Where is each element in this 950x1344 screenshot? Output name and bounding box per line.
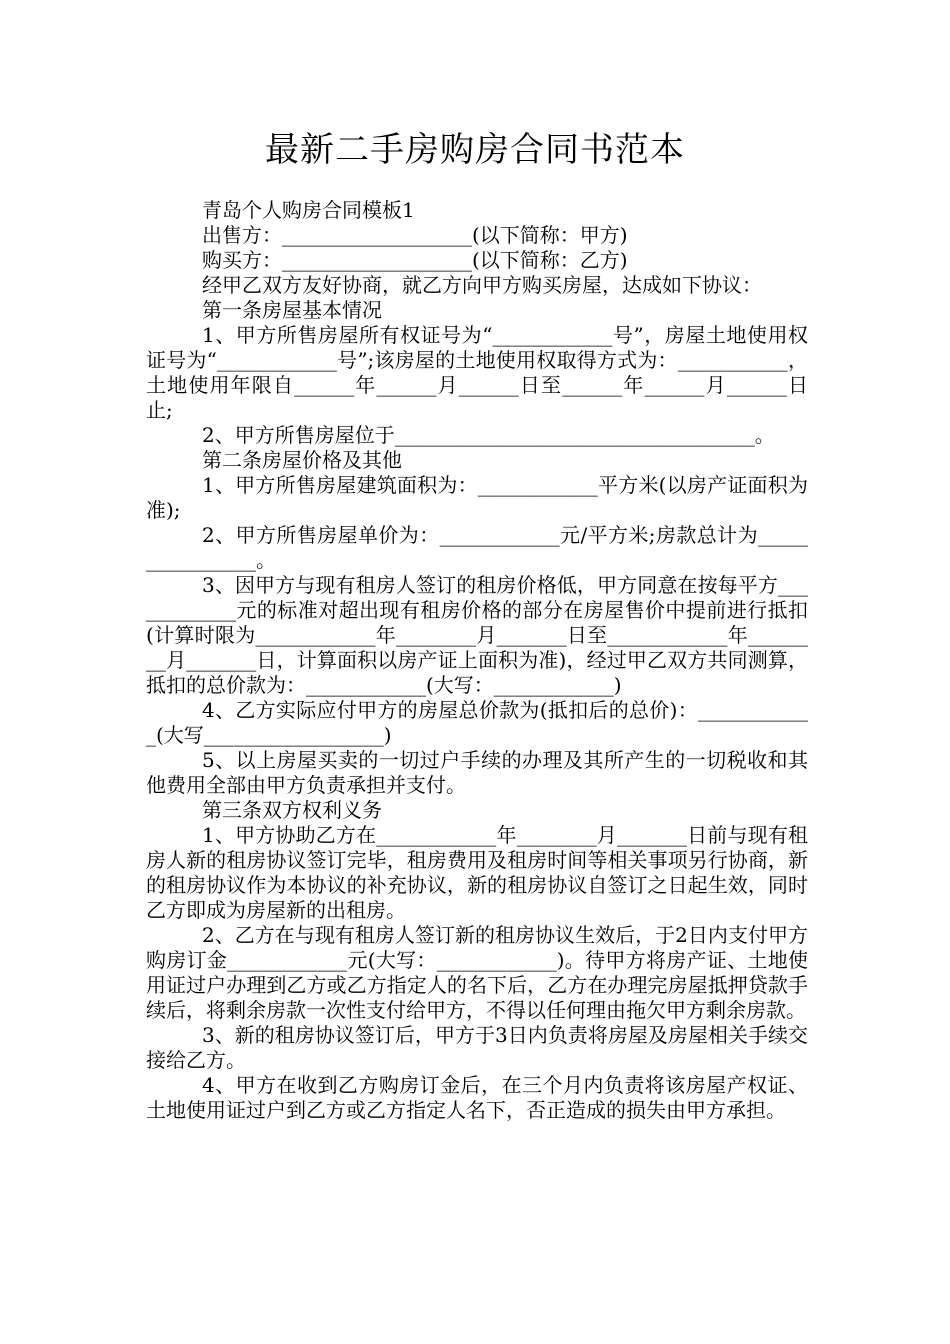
seller-line: 出售方：___________________(以下简称：甲方) — [202, 223, 628, 247]
article-2-clause-1: 1、甲方所售房屋建筑面积为：____________平方米(以房产证面积为准); — [146, 473, 808, 522]
article-2-clause-2: 2、甲方所售房屋单价为：____________元/平方米;房款总计为________________。 — [146, 523, 808, 572]
template-heading: 青岛个人购房合同模板1 — [202, 198, 415, 222]
article-3-clause-4: 4、甲方在收到乙方购房订金后，在三个月内负责将该房屋产权证、土地使用证过户到乙方或乙方指定人名下，否正造成的损失由甲方承担。 — [146, 1073, 808, 1122]
article-3-clause-1: 1、甲方协助乙方在____________年________月_______日前与现有租房人新的租房协议签订完毕，租房费用及租房时间等相关事项另行协商，新的租房协议作为本协议的补充协议，新的租房协议自签订之日起生效，同时乙方即成为房屋新的出租房。 — [146, 823, 808, 922]
article-2-clause-4: 4、乙方实际应付甲方的房屋总价款为(抵扣后的总价)：____________(大写__________________) — [146, 698, 808, 747]
article-1-clause-1: 1、甲方所售房屋所有权证号为“____________号”，房屋土地使用权证号为“____________号”;该房屋的土地使用权取得方式为：___________，土地使用年限自______年______月______日至______年______月______日止; — [146, 323, 808, 422]
article-1-clause-2: 2、甲方所售房屋位于____________________________________。 — [202, 423, 775, 447]
intro-paragraph: 经甲乙双方友好协商，就乙方向甲方购买房屋，达成如下协议： — [202, 273, 762, 297]
document-title: 最新二手房购房合同书范本 — [265, 130, 685, 170]
buyer-line: 购买方：___________________(以下简称：乙方) — [202, 248, 628, 272]
article-2-clause-3: 3、因甲方与现有租房人签订的租房价格低，甲方同意在按每平方____________元的标准对超出现有租房价格的部分在房屋售价中提前进行抵扣(计算时限为____________年________月_______日至____________年________月_______日，计算面积以房产证上面积为准)，经过甲乙双方共同测算，抵扣的总价款为：____________(大写：____________) — [146, 573, 808, 697]
document-body — [146, 198, 808, 1123]
article-3-clause-3: 3、新的租房协议签订后，甲方于3日内负责将房屋及房屋相关手续交接给乙方。 — [146, 1023, 808, 1072]
article-2-clause-5: 5、以上房屋买卖的一切过户手续的办理及其所产生的一切税收和其他费用全部由甲方负责承担并支付。 — [146, 748, 808, 797]
article-2-heading: 第二条房屋价格及其他 — [202, 448, 402, 472]
article-1-heading: 第一条房屋基本情况 — [202, 298, 382, 322]
article-3-clause-2: 2、乙方在与现有租房人签订新的租房协议生效后，于2日内支付甲方购房订金____________元(大写：____________)。待甲方将房产证、土地使用证过户办理到乙方或乙方指定人的名下后，乙方在办理完房屋抵押贷款手续后，将剩余房款一次性支付给甲方，不得以任何理由拖欠甲方剩余房款。 — [146, 923, 808, 1022]
article-3-heading: 第三条双方权利义务 — [202, 798, 382, 822]
